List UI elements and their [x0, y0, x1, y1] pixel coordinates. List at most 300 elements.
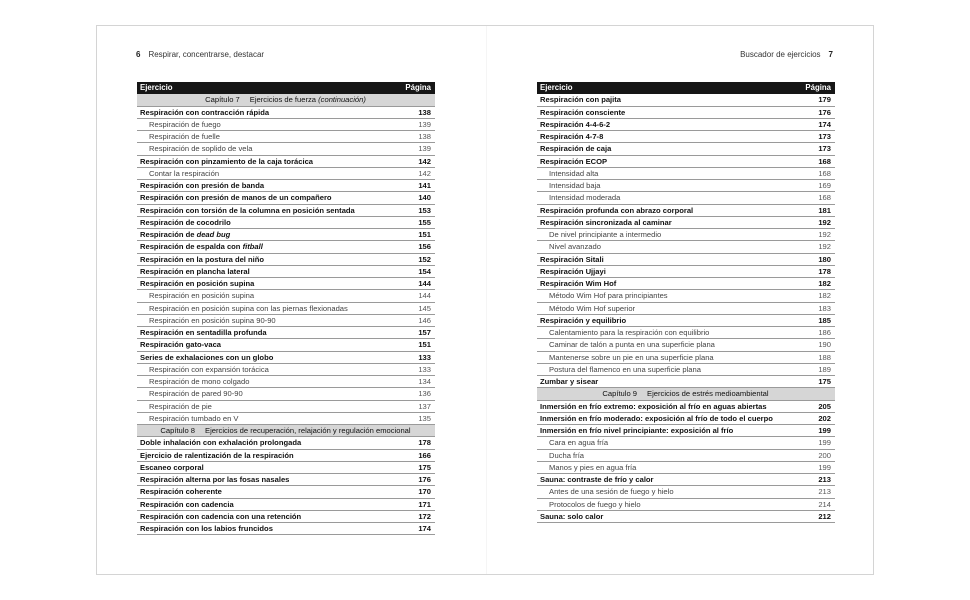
header-page: Página: [405, 83, 431, 92]
page-number: 192: [818, 217, 831, 227]
exercise-name: [549, 499, 641, 510]
page-number: 192: [818, 230, 831, 240]
page-number: 154: [418, 266, 431, 276]
exercise-name: [149, 376, 249, 387]
exercise-name-text: Intensidad alta: [549, 168, 599, 178]
page-number: 188: [818, 352, 831, 362]
table-header: [537, 82, 835, 94]
exercise-name-text: Protocolos de fuego y hielo: [549, 499, 641, 509]
chapter-title: Ejercicios de estrés medioambiental: [647, 389, 769, 399]
page-number: 172: [418, 511, 431, 521]
exercise-name: [140, 217, 231, 228]
page-number: 174: [418, 524, 431, 534]
exercise-name: [549, 290, 668, 301]
page-number: 139: [418, 119, 431, 129]
exercise-name-text: Respiración con cadencia: [140, 499, 234, 509]
right-page-number: 7: [828, 50, 833, 59]
exercise-name-text: Respiración coherente: [140, 487, 222, 497]
exercise-name-text: Intensidad moderada: [549, 193, 621, 203]
exercise-subrow: [137, 388, 435, 400]
exercise-subrow: [137, 119, 435, 131]
exercise-row: [537, 474, 835, 486]
exercise-name: [540, 278, 616, 289]
exercise-name-text: Respiración en la postura del niño: [140, 254, 265, 264]
chapter-number: Capítulo 8: [160, 426, 196, 436]
exercise-row: [137, 107, 435, 119]
left-exercise-table: [137, 82, 435, 535]
exercise-name-text: Respiración con presión de banda: [140, 181, 265, 191]
exercise-row: [537, 143, 835, 155]
exercise-name: [140, 523, 273, 534]
exercise-subrow: [537, 450, 835, 462]
page-number: 178: [818, 266, 831, 276]
exercise-name: [140, 486, 222, 497]
exercise-name-text: Respiración con contracción rápida: [140, 107, 270, 117]
exercise-subrow: [137, 290, 435, 302]
exercise-row: [137, 278, 435, 290]
exercise-row: [137, 462, 435, 474]
exercise-row: [137, 205, 435, 217]
exercise-name: [540, 217, 672, 228]
exercise-name-text: Ducha fría: [549, 450, 585, 460]
right-exercise-table: [537, 82, 835, 523]
exercise-name-text: Ejercicio de ralentización de la respiración: [140, 450, 294, 460]
exercise-subrow: [137, 143, 435, 155]
page-number: 175: [418, 462, 431, 472]
chapter-heading: [137, 94, 435, 106]
page-number: 214: [818, 499, 831, 509]
exercise-name-text: Respiración de soplido de vela: [149, 144, 253, 154]
left-page-number: 6: [136, 50, 141, 59]
exercise-row: [137, 352, 435, 364]
page-number: 176: [418, 475, 431, 485]
exercise-name: [140, 474, 289, 485]
exercise-row: [137, 523, 435, 535]
page-number: 185: [818, 315, 831, 325]
exercise-subrow: [537, 437, 835, 449]
exercise-name: [149, 388, 243, 399]
exercise-name-text: Respiración 4-7-8: [540, 132, 604, 142]
exercise-row: [537, 413, 835, 425]
exercise-row: [137, 241, 435, 253]
left-running-title: Respirar, concentrarse, destacar: [148, 50, 265, 59]
page-number: 175: [818, 377, 831, 387]
page-number: 205: [818, 401, 831, 411]
exercise-row: [137, 327, 435, 339]
exercise-name-text: Inmersión en frío nivel principiante: exposición al frío: [540, 426, 734, 436]
page-number: 155: [418, 217, 431, 227]
exercise-name-text: Nivel avanzado: [549, 242, 601, 252]
exercise-name: [140, 254, 264, 265]
exercise-name: [549, 352, 714, 363]
exercise-name-text: Respiración alterna por las fosas nasales: [140, 475, 290, 485]
table-header: [137, 82, 435, 94]
exercise-name-text: Respiración ECOP: [540, 156, 608, 166]
exercise-name: [540, 425, 733, 436]
exercise-name: [149, 119, 221, 130]
chapter-heading: [537, 388, 835, 400]
exercise-row: [137, 156, 435, 168]
exercise-name: [540, 511, 603, 522]
exercise-subrow: [137, 364, 435, 376]
exercise-name-text: Respiración con presión de manos de un compañero: [140, 193, 332, 203]
exercise-name-text: Respiración de pared 90-90: [149, 389, 243, 399]
exercise-name: [140, 156, 313, 167]
exercise-name: [549, 450, 584, 461]
exercise-name-text: Respiración de fuego: [149, 119, 221, 129]
exercise-name: [540, 474, 654, 485]
exercise-name: [149, 168, 219, 179]
exercise-name-text: Respiración consciente: [540, 107, 626, 117]
page-number: 145: [418, 303, 431, 313]
exercise-name-text: Postura del flamenco en una superficie plana: [549, 364, 701, 374]
page-number: 173: [818, 144, 831, 154]
exercise-name-text: Respiración en sentadilla profunda: [140, 328, 267, 338]
exercise-row: [137, 180, 435, 192]
exercise-row: [137, 217, 435, 229]
exercise-name: [549, 229, 661, 240]
page-number: 212: [818, 511, 831, 521]
header-page: Página: [805, 83, 831, 92]
exercise-subrow: [537, 192, 835, 204]
exercise-name: [140, 192, 332, 203]
exercise-name: [149, 315, 276, 326]
page-number: 189: [818, 364, 831, 374]
page-number: 199: [818, 438, 831, 448]
exercise-name-text: Respiración en posición supina con las piernas flexionadas: [149, 303, 348, 313]
exercise-subrow: [537, 327, 835, 339]
exercise-subrow: [137, 376, 435, 388]
page-number: 138: [418, 132, 431, 142]
page-number: 141: [418, 181, 431, 191]
exercise-name: [540, 131, 603, 142]
exercise-name-text: Respiración de: [140, 230, 197, 240]
exercise-subrow: [137, 315, 435, 327]
page-number: 133: [418, 352, 431, 362]
page-number: 180: [818, 254, 831, 264]
exercise-name-italic: dead bug: [196, 230, 231, 240]
page-number: 181: [818, 205, 831, 215]
page-number: 182: [818, 291, 831, 301]
exercise-row: [537, 205, 835, 217]
page-number: 176: [818, 107, 831, 117]
exercise-name-text: Series de exhalaciones con un globo: [140, 352, 274, 362]
page-number: 179: [818, 95, 831, 105]
page-number: 200: [818, 450, 831, 460]
exercise-name: [549, 192, 620, 203]
exercise-name: [540, 254, 604, 265]
page-number: 168: [818, 156, 831, 166]
page-number: 135: [418, 413, 431, 423]
exercise-name-text: De nivel principiante a intermedio: [549, 230, 662, 240]
exercise-row: [137, 254, 435, 266]
exercise-name: [140, 327, 267, 338]
exercise-name-text: Respiración con los labios fruncidos: [140, 524, 273, 534]
exercise-name: [540, 107, 625, 118]
exercise-subrow: [137, 303, 435, 315]
exercise-subrow: [137, 131, 435, 143]
page-number: 151: [418, 230, 431, 240]
page-number: 151: [418, 340, 431, 350]
page-number: 199: [818, 426, 831, 436]
page-number: 166: [418, 450, 431, 460]
exercise-name-text: Respiración de mono colgado: [149, 377, 250, 387]
exercise-name: [140, 499, 234, 510]
exercise-row: [537, 107, 835, 119]
exercise-name-text: Inmersión en frío moderado: exposición al frío de todo el cuerpo: [540, 413, 773, 423]
exercise-row: [137, 450, 435, 462]
exercise-row: [137, 474, 435, 486]
exercise-row: [537, 315, 835, 327]
header-exercise: Ejercicio: [140, 83, 173, 92]
right-rows: [537, 94, 835, 523]
page-number: 168: [818, 193, 831, 203]
exercise-subrow: [137, 413, 435, 425]
exercise-name-text: Respiración con pinzamiento de la caja torácica: [140, 156, 314, 166]
page-number: 202: [818, 413, 831, 423]
exercise-row: [537, 131, 835, 143]
page-number: 168: [818, 168, 831, 178]
exercise-name: [149, 303, 348, 314]
exercise-name-text: Respiración en posición supina: [149, 291, 255, 301]
page-number: 170: [418, 487, 431, 497]
exercise-name: [549, 168, 598, 179]
exercise-name: [140, 205, 355, 216]
exercise-name: [149, 364, 269, 375]
page-number: 173: [818, 132, 831, 142]
exercise-name-text: Sauna: solo calor: [540, 511, 604, 521]
exercise-name-text: Respiración Sitali: [540, 254, 604, 264]
exercise-row: [537, 278, 835, 290]
exercise-name: [549, 327, 709, 338]
exercise-subrow: [537, 499, 835, 511]
page-number: 157: [418, 328, 431, 338]
exercise-name: [549, 339, 715, 350]
page-number: 182: [818, 279, 831, 289]
exercise-subrow: [537, 180, 835, 192]
page-number: 153: [418, 205, 431, 215]
exercise-name: [540, 156, 607, 167]
exercise-row: [537, 119, 835, 131]
exercise-name: [549, 486, 674, 497]
exercise-name-text: Respiración gato-vaca: [140, 340, 222, 350]
exercise-name-text: Antes de una sesión de fuego y hielo: [549, 487, 674, 497]
exercise-row: [537, 254, 835, 266]
page-number: 142: [418, 156, 431, 166]
exercise-name-text: Respiración en plancha lateral: [140, 266, 250, 276]
page-number: 152: [418, 254, 431, 264]
exercise-subrow: [537, 290, 835, 302]
exercise-name-text: Respiración sincronizada al caminar: [540, 217, 672, 227]
exercise-row: [537, 511, 835, 523]
exercise-name: [549, 180, 601, 191]
exercise-name: [540, 143, 611, 154]
exercise-name-text: Escaneo corporal: [140, 462, 204, 472]
page-number: 144: [418, 291, 431, 301]
exercise-subrow: [537, 241, 835, 253]
exercise-name-text: Cara en agua fría: [549, 438, 609, 448]
exercise-name: [540, 413, 773, 424]
exercise-name-text: Sauna: contraste de frío y calor: [540, 475, 654, 485]
exercise-row: [537, 376, 835, 388]
exercise-name: [140, 462, 204, 473]
exercise-name-text: Manos y pies en agua fría: [549, 462, 637, 472]
exercise-row: [137, 192, 435, 204]
page-number: 134: [418, 377, 431, 387]
page-number: 213: [818, 487, 831, 497]
page-number: 139: [418, 144, 431, 154]
exercise-name: [140, 241, 263, 252]
chapter-heading: [137, 425, 435, 437]
page-number: 146: [418, 315, 431, 325]
exercise-name: [140, 229, 230, 240]
exercise-row: [137, 266, 435, 278]
exercise-name: [540, 376, 598, 387]
exercise-name: [549, 364, 701, 375]
exercise-name-text: Caminar de talón a punta en una superficie plana: [549, 340, 715, 350]
exercise-name: [540, 401, 767, 412]
exercise-name-text: Doble inhalación con exhalación prolongada: [140, 438, 302, 448]
exercise-row: [137, 437, 435, 449]
exercise-name: [549, 303, 635, 314]
page-number: 133: [418, 364, 431, 374]
exercise-row: [137, 499, 435, 511]
exercise-subrow: [537, 486, 835, 498]
exercise-name-text: Calentamiento para la respiración con equilibrio: [549, 328, 710, 338]
exercise-subrow: [537, 168, 835, 180]
exercise-name: [540, 266, 606, 277]
exercise-subrow: [537, 352, 835, 364]
exercise-row: [537, 266, 835, 278]
exercise-name-text: Respiración de espalda con: [140, 242, 243, 252]
exercise-name-text: Respiración de caja: [540, 144, 612, 154]
page-number: 192: [818, 242, 831, 252]
exercise-name: [140, 180, 264, 191]
page-number: 171: [418, 499, 431, 509]
exercise-name-text: Zumbar y sisear: [540, 377, 599, 387]
exercise-row: [537, 217, 835, 229]
exercise-name-text: Intensidad baja: [549, 181, 601, 191]
exercise-name-text: Respiración con cadencia con una retención: [140, 511, 302, 521]
exercise-name-text: Respiración Ujjayi: [540, 266, 606, 276]
exercise-name-text: Respiración 4-4-6-2: [540, 119, 611, 129]
right-running-title: Buscador de ejercicios: [740, 50, 821, 59]
exercise-subrow: [137, 168, 435, 180]
exercise-name-text: Respiración de fuelle: [149, 132, 220, 142]
exercise-subrow: [537, 229, 835, 241]
exercise-name: [149, 143, 252, 154]
exercise-subrow: [537, 462, 835, 474]
page-number: 142: [418, 168, 431, 178]
exercise-name-text: Respiración en posición supina 90-90: [149, 315, 276, 325]
page-number: 190: [818, 340, 831, 350]
left-running-head: [136, 50, 264, 59]
exercise-name-text: Inmersión en frío extremo: exposición al frío en aguas abiertas: [540, 401, 767, 411]
page-number: 178: [418, 438, 431, 448]
exercise-subrow: [537, 339, 835, 351]
exercise-name: [540, 315, 626, 326]
exercise-name-text: Respiración profunda con abrazo corporal: [540, 205, 694, 215]
book-spread: [96, 25, 874, 575]
exercise-name-text: Respiración con pajita: [540, 95, 622, 105]
exercise-name: [140, 450, 294, 461]
exercise-name: [549, 241, 601, 252]
page-number: 156: [418, 242, 431, 252]
header-exercise: Ejercicio: [540, 83, 573, 92]
exercise-name-text: Respiración con expansión torácica: [149, 364, 269, 374]
exercise-name: [140, 339, 221, 350]
exercise-name: [149, 401, 212, 412]
page-number: 137: [418, 401, 431, 411]
book-gutter: [486, 26, 487, 574]
exercise-name: [140, 278, 254, 289]
exercise-row: [137, 339, 435, 351]
page-number: 213: [818, 475, 831, 485]
chapter-note: (continuación): [318, 95, 366, 105]
exercise-name: [140, 266, 250, 277]
exercise-name-text: Método Wim Hof para principiantes: [549, 291, 668, 301]
exercise-row: [137, 511, 435, 523]
exercise-name: [140, 511, 301, 522]
page-number: 138: [418, 107, 431, 117]
exercise-name-text: Respiración con torsión de la columna en posición sentada: [140, 205, 355, 215]
chapter-number: Capítulo 9: [602, 389, 638, 399]
exercise-name-italic: fitball: [242, 242, 263, 252]
right-running-head: [740, 50, 833, 59]
left-rows: [137, 94, 435, 535]
exercise-name-text: Mantenerse sobre un pie en una superficie plana: [549, 352, 714, 362]
exercise-row: [537, 401, 835, 413]
exercise-name: [149, 413, 239, 424]
page-number: 140: [418, 193, 431, 203]
exercise-name: [149, 290, 254, 301]
page-number: 169: [818, 181, 831, 191]
exercise-subrow: [137, 401, 435, 413]
exercise-name-text: Respiración y equilibrio: [540, 315, 627, 325]
page-number: 144: [418, 279, 431, 289]
exercise-name: [549, 462, 636, 473]
exercise-name: [140, 352, 273, 363]
page-number: 183: [818, 303, 831, 313]
exercise-name-text: Respiración de cocodrilo: [140, 217, 231, 227]
exercise-name-text: Respiración tumbado en V: [149, 413, 239, 423]
exercise-name: [140, 107, 269, 118]
exercise-name: [149, 131, 220, 142]
exercise-name-text: Método Wim Hof superior: [549, 303, 636, 313]
exercise-subrow: [537, 303, 835, 315]
exercise-name: [140, 437, 301, 448]
exercise-row: [137, 486, 435, 498]
exercise-name: [540, 205, 693, 216]
exercise-name: [549, 437, 608, 448]
exercise-row: [537, 425, 835, 437]
page-number: 199: [818, 462, 831, 472]
exercise-name-text: Respiración Wim Hof: [540, 279, 617, 289]
chapter-title: Ejercicios de recuperación, relajación y regulación emocional: [205, 426, 411, 436]
page-number: 136: [418, 389, 431, 399]
exercise-row: [537, 156, 835, 168]
exercise-name-text: Respiración de pie: [149, 401, 212, 411]
exercise-row: [537, 94, 835, 106]
chapter-title: Ejercicios de fuerza: [249, 95, 317, 105]
page-number: 174: [818, 119, 831, 129]
exercise-name: [540, 94, 621, 105]
exercise-name-text: Contar la respiración: [149, 168, 220, 178]
page-number: 186: [818, 328, 831, 338]
exercise-subrow: [537, 364, 835, 376]
exercise-name: [540, 119, 610, 130]
exercise-row: [137, 229, 435, 241]
